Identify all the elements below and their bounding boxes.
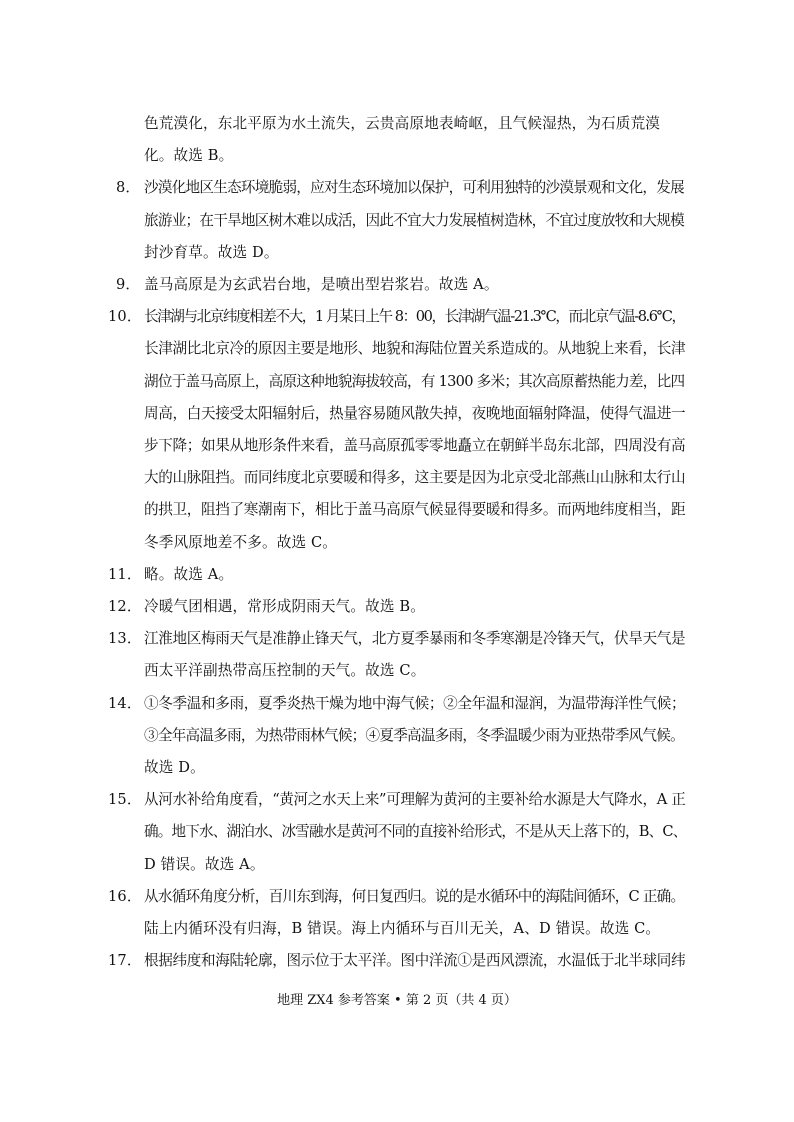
text-line: 色荒漠化，东北平原为水土流失，云贵高原地表崎岖，且气候湿热，为石质荒漠化。故选 B。 bbox=[144, 115, 661, 165]
text-line: 的拱卫，阻挡了寒潮南下，相比于盖马高原气候显得要暖和得多。而两地纬度相当，距 bbox=[144, 501, 686, 519]
continuation-paragraph bbox=[108, 108, 686, 172]
item-number: 9． bbox=[116, 276, 141, 294]
text-line: 封沙育草。故选 D。 bbox=[144, 243, 279, 261]
answer-item-8 bbox=[108, 172, 686, 269]
text-line: 江淮地区梅雨天气是准静止锋天气，北方夏季暴雨和冬季寒潮是冷锋天气，伏旱天气是 bbox=[144, 630, 686, 648]
answer-item-15 bbox=[108, 784, 686, 881]
text-line: 长津湖比北京冷的原因主要是地形、地貌和海陆位置关系造成的。从地貌上来看，长津 bbox=[144, 340, 686, 358]
answer-item-10 bbox=[108, 301, 686, 559]
item-number: 13． bbox=[108, 630, 142, 648]
text-line: 冬季风原地差不多。故选 C。 bbox=[144, 533, 338, 551]
text-line: D 错误。故选 A。 bbox=[144, 855, 265, 873]
answer-item-11 bbox=[108, 559, 686, 591]
text-line: 冷暖气团相遇，常形成阴雨天气。故选 B。 bbox=[144, 598, 426, 616]
answer-item-9 bbox=[108, 269, 686, 301]
answer-item-17 bbox=[108, 945, 686, 977]
text-line: 略。故选 A。 bbox=[144, 565, 234, 583]
text-line: 步下降；如果从地形条件来看，盖马高原孤零零地矗立在朝鲜半岛东北部，四周没有高 bbox=[144, 437, 686, 455]
text-line: ①冬季温和多雨，夏季炎热干燥为地中海气候；②全年温和湿润，为温带海洋性气候； bbox=[144, 694, 686, 712]
item-number: 15． bbox=[108, 791, 142, 809]
item-number: 17． bbox=[108, 952, 142, 970]
item-number: 10． bbox=[108, 308, 142, 326]
text-line: 湖位于盖马高原上，高原这种地貌海拔较高，有 1300 多米；其次高原蓄热能力差，比四 bbox=[144, 372, 685, 390]
item-number: 16． bbox=[108, 887, 142, 905]
text-line: 大的山脉阻挡。而同纬度北京要暖和得多，这主要是因为北京受北部燕山山脉和太行山 bbox=[144, 469, 686, 487]
answer-item-12 bbox=[108, 591, 686, 623]
text-line: 沙漠化地区生态环境脆弱，应对生态环境加以保护，可利用独特的沙漠景观和文化，发展 bbox=[144, 179, 684, 197]
item-number: 12． bbox=[108, 598, 142, 616]
item-number: 14． bbox=[108, 694, 142, 712]
answer-item-14 bbox=[108, 688, 686, 785]
text-line: 西太平洋副热带高压控制的天气。故选 C。 bbox=[144, 662, 426, 680]
answer-item-16 bbox=[108, 881, 686, 945]
text-line: 盖马高原是为玄武岩台地，是喷出型岩浆岩。故选 A。 bbox=[144, 276, 499, 294]
text-line: 从河水补给角度看，“黄河之水天上来”可理解为黄河的主要补给水源是大气降水，A 正 bbox=[144, 791, 686, 809]
item-number: 8． bbox=[116, 179, 141, 197]
text-line: 陆上内循环没有归海，B 错误。海上内循环与百川无关，A、D 错误。故选 C。 bbox=[144, 920, 661, 938]
text-line: 根据纬度和海陆轮廓，图示位于太平洋。图中洋流①是西风漂流，水温低于北半球同纬 bbox=[144, 952, 686, 970]
text-line: ③全年高温多雨，为热带雨林气候；④夏季高温多雨，冬季温暖少雨为亚热带季风气候。 bbox=[144, 726, 684, 744]
item-number: 11． bbox=[108, 565, 142, 583]
text-line: 从水循环角度分析，百川东到海，何日复西归。说的是水循环中的海陆间循环，C 正确。 bbox=[144, 887, 685, 905]
text-line: 长津湖与北京纬度相差不大，1 月某日上午 8：00，长津湖气温-21.3℃，而北京气温-8.6℃， bbox=[144, 308, 685, 326]
answer-body bbox=[108, 108, 686, 977]
text-line: 周高，白天接受太阳辐射后，热量容易随风散失掉，夜晚地面辐射降温，使得气温进一 bbox=[144, 404, 686, 422]
text-line: 故选 D。 bbox=[144, 759, 205, 777]
text-line: 旅游业；在干旱地区树木难以成活，因此不宜大力发展植树造林，不宜过度放牧和大规模 bbox=[144, 211, 684, 229]
answer-item-13 bbox=[108, 623, 686, 687]
text-line: 确。地下水、湖泊水、冰雪融水是黄河不同的直接补给形式，不是从天上落下的，B、C、 bbox=[144, 823, 687, 841]
page-footer: 地理 ZX4 参考答案 • 第 2 页（共 4 页） bbox=[277, 993, 517, 1008]
